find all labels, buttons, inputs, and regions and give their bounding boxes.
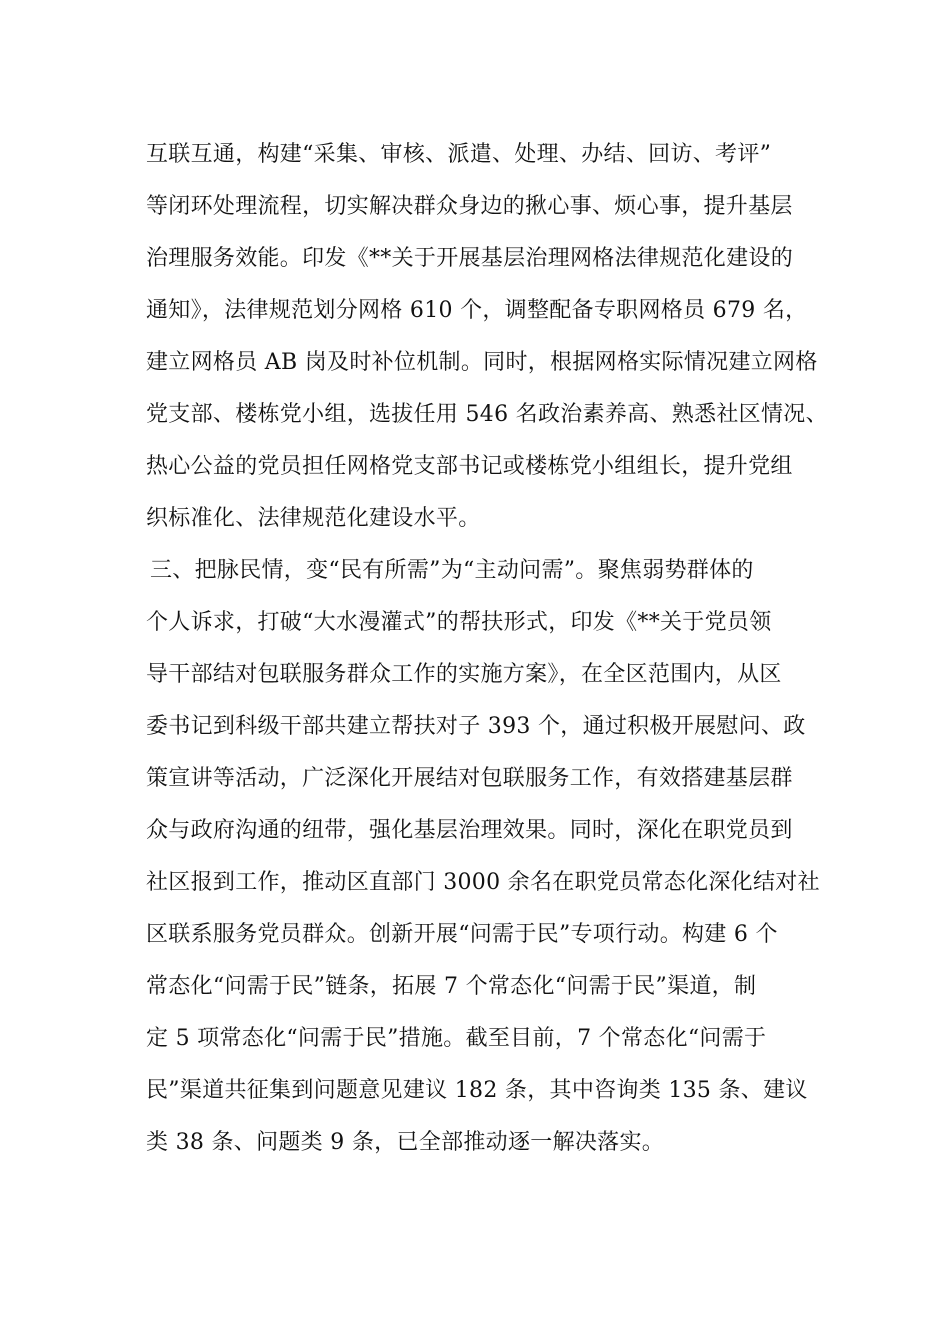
text-line: 治理服务效能。印发《**关于开展基层治理网格法律规范化建设的 (146, 246, 794, 271)
text-line: 策宣讲等活动，广泛深化开展结对包联服务工作，有效搭建基层群 (146, 766, 793, 791)
text-line: 区联系服务党员群众。创新开展“问需于民”专项行动。构建 6 个 (146, 922, 778, 947)
text-line: 社区报到工作，推动区直部门 3000 余名在职党员常态化深化结对社 (146, 870, 820, 895)
text-line: 导干部结对包联服务群众工作的实施方案》，在全区范围内，从区 (146, 662, 782, 687)
text-line: 众与政府沟通的纽带，强化基层治理效果。同时，深化在职党员到 (146, 818, 793, 843)
text-line: 委书记到科级干部共建立帮扶对子 393 个，通过积极开展慰问、政 (146, 714, 806, 739)
section-heading-line: 三、把脉民情，变“民有所需”为“主动问需”。聚焦弱势群体的 (150, 558, 754, 583)
text-line: 定 5 项常态化“问需于民”措施。截至目前，7 个常态化“问需于 (146, 1026, 767, 1051)
text-line: 民”渠道共征集到问题意见建议 182 条，其中咨询类 135 条、建议 (146, 1078, 808, 1103)
text-line: 建立网格员 AB 岗及时补位机制。同时，根据网格实际情况建立网格 (146, 350, 818, 375)
text-line: 常态化“问需于民”链条，拓展 7 个常态化“问需于民”渠道，制 (146, 974, 757, 999)
text-line: 等闭环处理流程，切实解决群众身边的揪心事、烦心事，提升基层 (146, 194, 793, 219)
text-line: 类 38 条、问题类 9 条，已全部推动逐一解决落实。 (146, 1130, 665, 1155)
text-line: 党支部、楼栋党小组，选拔任用 546 名政治素养高、熟悉社区情况、 (146, 402, 828, 427)
text-line: 个人诉求，打破“大水漫灌式”的帮扶形式，印发《**关于党员领 (146, 610, 772, 635)
text-line: 织标准化、法律规范化建设水平。 (146, 506, 481, 531)
text-line: 互联互通，构建“采集、审核、派遣、处理、办结、回访、考评” (146, 142, 772, 167)
text-line: 通知》，法律规范划分网格 610 个，调整配备专职网格员 679 名， (146, 298, 808, 323)
text-line: 热心公益的党员担任网格党支部书记或楼栋党小组组长，提升党组 (146, 454, 793, 479)
